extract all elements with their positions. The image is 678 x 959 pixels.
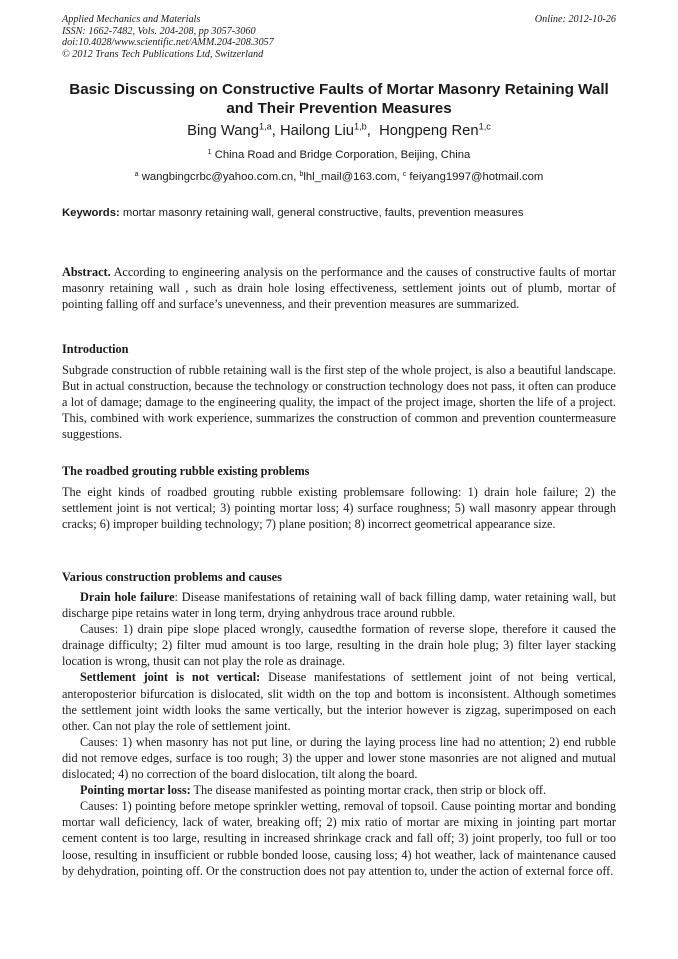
copyright-line: © 2012 Trans Tech Publications Ltd, Switzerland [62,48,264,60]
email-link[interactable]: wangbingcrbc@yahoo.com.cn [141,171,294,183]
author-affiliation-mark: 1,c [478,121,491,132]
abstract-text: According to engineering analysis on the performance and the causes of constructive faults of mortar masonry retaining wall , such as drain hole losing effectiveness, settlement joints out of plumb, mortar of pointing falling off and surface’s unevenness, and their prevention measures are summarized. [62,265,616,312]
email-mark: b [299,170,304,178]
paragraph-pointing-mortar-causes [62,798,616,878]
journal-name: Applied Mechanics and Materials [62,14,201,25]
paragraph-text: Causes: 1) pointing before metope sprinkler wetting, removal of topsoil. Cause pointing mortar and bonding mortar wall deficiency, lack of water, breaking off; 2) mix ratio of mortar are mixing in jointing part mortar cement content is too large, resulting in increased shrinkage crack and fall off; 3) joint properly, too full or too loose, resulting in insufficient or rubble bonded loose, causing loss; 4) hot weather, lack of maintenance caused by dehydration, pointing off. Or the construction does not pay attention to, under the action of external force off. [62,799,616,878]
affiliation-text: China Road and Bridge Corporation, Beijing, China [214,149,471,161]
author-affiliation-mark: 1,b [354,121,367,132]
online-date: Online: 2012-10-26 [534,14,616,25]
paragraph-text: : Disease manifestations of retaining wall of back filling damp, water retaining wall, but discharge pipe retains water in long term, drying anhydrous trace around rubble. [62,590,616,621]
author-name: Bing Wang [187,123,259,139]
paragraph-text: Disease manifestations of settlement joint of not being vertical, anteroposterior bifurcation is dislocated, slit width on the top and bottom is inconsistent. Although sometimes the settlement joint width looks the same vertically, but the interior however is zigzag, superimposed on each other. Can not play the role of settlement joint. [62,670,616,733]
paragraph-lead: Settlement joint is not vertical: [80,670,261,685]
various-section-body [62,589,616,879]
paragraph-text: The disease manifested as pointing mortar crack, then strip or block off. [190,783,547,798]
section-heading-roadbed: The roadbed grouting rubble existing problems [62,464,310,478]
journal-header [62,14,616,60]
section-heading-various: Various construction problems and causes [62,570,282,584]
paper-title: Basic Discussing on Constructive Faults of Mortar Masonry Retaining Wall and Their Prevention Measures [69,81,609,117]
paragraph-settlement-joint-causes [62,734,616,782]
paragraph-drain-hole [62,589,616,621]
author-name: Hailong Liu [279,123,354,139]
abstract-label: Abstract. [62,265,111,279]
paragraph-settlement-joint [62,669,616,733]
email-mark: a [134,170,139,178]
email-link[interactable]: lhl_mail@163.com [303,171,397,183]
author-name: Hongpeng Ren [379,123,479,139]
email-link[interactable]: feiyang1997@hotmail.com [409,171,544,183]
affiliation-mark: 1 [207,148,212,156]
affiliation [62,148,616,162]
doi-line: doi:10.4028/www.scientific.net/AMM.204-208.3057 [62,37,274,49]
email-mark: c [402,170,407,178]
keywords-text: mortar masonry retaining wall, general constructive, faults, prevention measures [122,207,524,219]
issn-line: ISSN: 1662-7482, Vols. 204-208, pp 3057-3060 [62,25,256,37]
paragraph-lead: Drain hole failure [80,590,175,604]
email-list: $^a$ wangbingcrbc@yahoo.com.cn, $^b$lhl_mail@163.com, $^c$ feiyang1997@hotmail.com [134,170,544,183]
author-list: Bing Wang$^{1,a}$, Hailong Liu$^{1,b}$, Hongpeng Ren$^{1,c}$ [187,121,491,139]
keywords-label: Keywords: [62,207,120,219]
abstract [62,264,616,312]
section-heading-introduction: Introduction [62,342,129,356]
author-affiliation-mark: 1,a [258,121,272,132]
keywords [62,206,616,220]
paragraph-drain-hole-causes [62,621,616,669]
paragraph-pointing-mortar [62,782,616,798]
paragraph-text: Causes: 1) when masonry has not put line, or during the laying process line had no attention; 2) end rubble did not remove edges, surface is too rough; 3) the upper and lower stone masonries are not aligned and mutual dislocated; 4) no correction of the board dislocation, tilt along the board. [62,734,616,782]
paragraph-lead: Pointing mortar loss: [80,783,191,798]
introduction-paragraph: Subgrade construction of rubble retaining wall is the first step of the whole project, is also a beautiful landscape. But in actual construction, because the technology or construction technology does not pass, it often can produce a lot of damage; damage to the engineering quality, the impact of the project image, shorten the life of a project. This, combined with work experience, summarizes the construction of common and prevention countermeasure suggestions. [62,363,616,442]
roadbed-paragraph: The eight kinds of roadbed grouting rubble existing problemsare following: 1) drain hole failure; 2) the settlement joint is not vertical; 3) pointing mortar loss; 4) surface roughness; 5) wall masonry appear through cracks; 6) improper building technology; 7) plane position; 8) incorrect geometrical appearance size. [62,485,616,532]
paragraph-text: Causes: 1) drain pipe slope placed wrongly, causedthe formation of reverse slope, therefore it caused the drainage difficulty; 2) filter mud amount is too large, resulting in the drain hole plug; 3) filter layer stacking location is wrong, thusit can not play the role as drainage. [62,622,616,669]
